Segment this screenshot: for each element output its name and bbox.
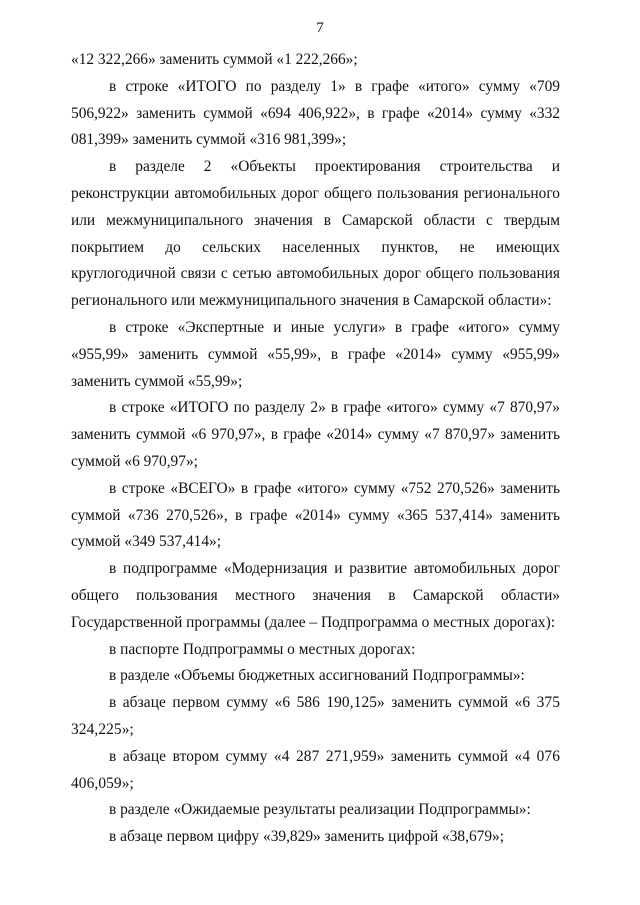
paragraph-2: в строке «ИТОГО по разделу 1» в графе «итого» сумму «709 506,922» заменить суммой «694 406,922», в графе «2014» сумму «332 081,399» заменить суммой «316 981,399»; <box>71 77 560 149</box>
paragraph-3: в разделе 2 «Объекты проектирования строительства и реконструкции автомобильных дорог общего пользования регионального или межмуниципального значения в Самарской области с твердым покрытием до сельских населенных пунктов, не имеющих круглогодичной связи с сетью автомобильных дорог общего пользования регионального или межмуниципального значения в Самарской области»: <box>71 158 560 310</box>
paragraph-1: «12 322,266» заменить суммой «1 222,266»; <box>71 51 358 68</box>
paragraph-7: в подпрограмме «Модернизация и развитие автомобильных дорог общего пользования местного значения в Самарской области» Государственной программы (далее – Подпрограмма о местных дорогах): <box>71 560 560 631</box>
paragraph-9: в разделе «Объемы бюджетных ассигнований Подпрограммы»: <box>109 667 525 685</box>
paragraph-4: в строке «Экспертные и иные услуги» в графе «итого» сумму «955,99» заменить суммой «55,99», в графе «2014» сумму «955,99» заменить суммой «55,99»; <box>71 318 560 390</box>
paragraph-11: в абзаце втором сумму «4 287 271,959» заменить суммой «4 076 406,059»; <box>71 747 560 792</box>
paragraph-8: в паспорте Подпрограммы о местных дорогах: <box>109 640 416 658</box>
paragraph-5: в строке «ИТОГО по разделу 2» в графе «итого» сумму «7 870,97» заменить суммой «6 970,97», в графе «2014» сумму «7 870,97» заменить суммой «6 970,97»; <box>71 399 560 470</box>
paragraph-12: в разделе «Ожидаемые результаты реализации Подпрограммы»: <box>109 801 531 819</box>
page-number: 7 <box>316 20 324 36</box>
paragraph-10: в абзаце первом сумму «6 586 190,125» заменить суммой «6 375 324,225»; <box>71 694 560 738</box>
paragraph-6: в строке «ВСЕГО» в графе «итого» сумму «752 270,526» заменить суммой «736 270,526», в графе «2014» сумму «365 537,414» заменить суммой «349 537,414»; <box>71 479 560 551</box>
document-body <box>71 47 560 851</box>
paragraph-13: в абзаце первом цифру «39,829» заменить цифрой «38,679»; <box>109 828 505 846</box>
